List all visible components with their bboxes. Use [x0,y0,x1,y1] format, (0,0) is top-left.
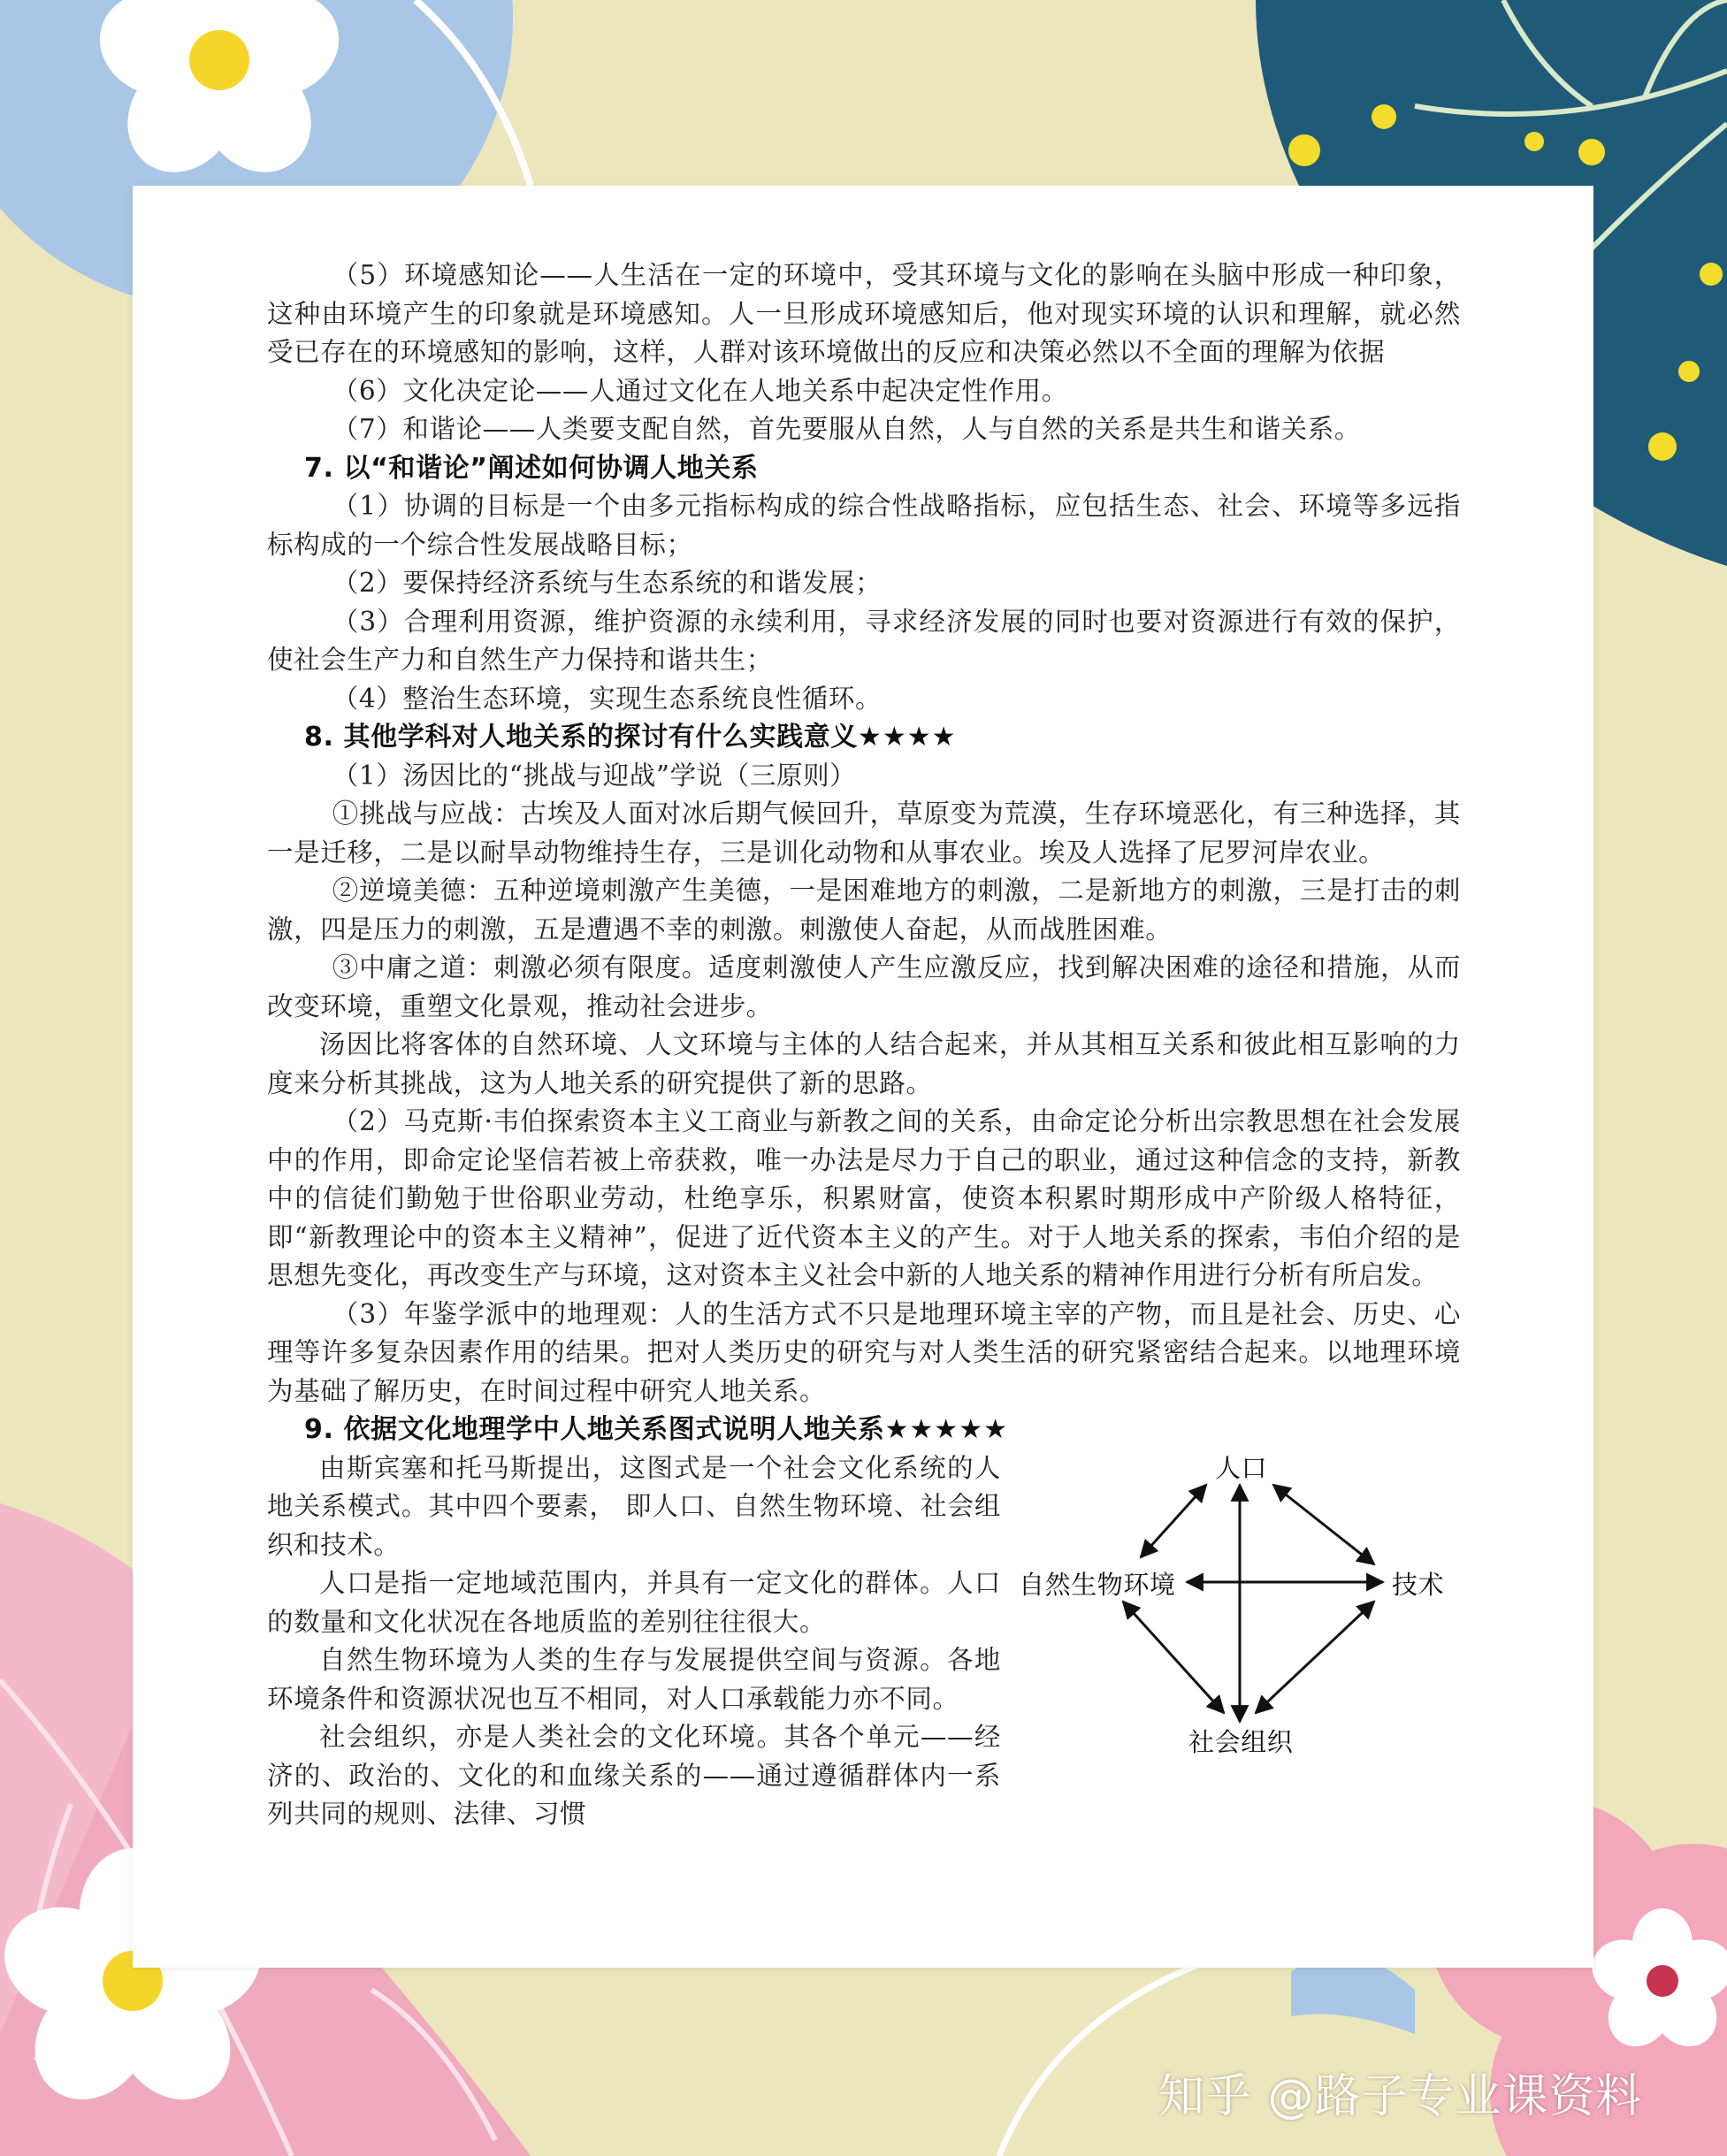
human-land-relationship-diagram [1019,1449,1461,1759]
section9-paragraph-1: 由斯宾塞和托马斯提出，这图式是一个社会文化系统的人地关系模式。其中四个要素， 即人口、自然生物环境、社会组织和技术。 [267,1452,1001,1560]
section8-item-4: ③中庸之道：刺激必须有限度。适度刺激使人产生应激反应，找到解决困难的途径和措施，从而改变环境，重塑文化景观，推动社会进步。 [267,952,1461,1021]
diagram-node-natural-environment: 自然生物环境 [1019,1569,1176,1600]
document-page [133,186,1593,1968]
diagram-node-technology: 技术 [1392,1569,1445,1600]
importance-stars: ★★★★ [857,722,957,753]
importance-stars: ★★★★★ [884,1414,1008,1445]
section9-paragraph-4: 社会组织，亦是人类社会的文化环境。其各个单元——经济的、政治的、文化的和血缘关系的——通过遵循群体内一系列共同的规则、法律、习惯 [267,1722,1001,1829]
document-content [267,256,1461,1834]
arrow-top-right [1273,1485,1374,1564]
section9-paragraph-3: 自然生物环境为人类的生存与发展提供空间与资源。各地环境条件和资源状况也互不相同，对人口承载能力亦不同。 [267,1645,1001,1714]
heading-section-9-text: 9. 依据文化地理学中人地关系图式说明人地关系 [304,1414,885,1445]
arrow-bottom-right [1256,1602,1374,1713]
arrow-top-left [1141,1485,1206,1557]
section7-item-2: （2）要保持经济系统与生态系统的和谐发展； [332,568,883,598]
section7-item-1: （1）协调的目标是一个由多元指标构成的综合性战略指标，应包括生态、社会、环境等多远指标构成的一个综合性发展战略目标； [267,491,1461,560]
heading-section-8 [267,718,1461,757]
heading-section-8-text: 8. 其他学科对人地关系的探讨有什么实践意义 [304,722,858,753]
section7-item-4: （4）整治生态环境，实现生态系统良性循环。 [332,683,883,714]
paragraph-harmony-theory: （7）和谐论——人类要支配自然，首先要服从自然，人与自然的关系是共生和谐关系。 [332,414,1361,444]
section8-item-3: ②逆境美德：五种逆境刺激产生美德，一是困难地方的刺激，二是新地方的刺激，三是打击的刺激，四是压力的刺激，五是遭遇不幸的刺激。刺激使人奋起，从而战胜困难。 [267,875,1461,944]
section8-item-6: （2）马克斯·韦伯探索资本主义工商业与新教之间的关系，由命定论分析出宗教思想在社会发展中的作用，即命定论坚信若被上帝获救，唯一办法是尽力于自己的职业，通过这种信念的支持，新教中的信徒们勤勉于世俗职业劳动，杜绝享乐，积累财富，使资本积累时期形成中产阶级人格特征，即“新教理论中的资本主义精神”，促进了近代资本主义的产生。对于人地关系的探索，韦伯介绍的是思想先变化，再改变生产与环境，这对资本主义社会中新的人地关系的精神作用进行分析有所启发。 [267,1106,1461,1290]
section8-item-5: 汤因比将客体的自然环境、人文环境与主体的人结合起来，并从其相互关系和彼此相互影响的力度来分析其挑战，这为人地关系的研究提供了新的思路。 [267,1029,1461,1098]
section8-item-7: （3）年鉴学派中的地理观：人的生活方式不只是地理环境主宰的产物，而且是社会、历史、心理等许多复杂因素作用的结果。把对人类历史的研究与对人类生活的研究紧密结合起来。以地理环境为基础了解历史，在时间过程中研究人地关系。 [267,1298,1461,1406]
section7-item-3: （3）合理利用资源，维护资源的永续利用，寻求经济发展的同时也要对资源进行有效的保护，使社会生产力和自然生产力保持和谐共生； [267,606,1461,675]
heading-section-7: 7. 以“和谐论”阐述如何协调人地关系 [304,452,759,484]
arrow-bottom-left [1123,1602,1224,1713]
diagram-node-social-organization: 社会组织 [1188,1726,1294,1757]
section9-paragraph-2: 人口是指一定地域范围内，并具有一定文化的群体。人口的数量和文化状况在各地质监的差别往往很大。 [267,1568,1001,1637]
zhihu-watermark: 知乎 @路子专业课资料 [1158,2070,1643,2123]
paragraph-cultural-determinism: （6）文化决定论——人通过文化在人地关系中起决定性作用。 [332,375,1068,406]
heading-section-9 [267,1411,1461,1449]
section8-item-2: ①挑战与应战：古埃及人面对冰后期气候回升，草原变为荒漠，生存环境恶化，有三种选择，其一是迁移，二是以耐旱动物维持生存，三是训化动物和从事农业。埃及人选择了尼罗河岸农业。 [267,799,1461,868]
diagram-node-population: 人口 [1215,1452,1268,1483]
paragraph-environment-perception: （5）环境感知论——人生活在一定的环境中，受其环境与文化的影响在头脑中形成一种印象，这种由环境产生的印象就是环境感知。人一旦形成环境感知后，他对现实环境的认识和理解，就必然受已存在的环境感知的影响，这样，人群对该环境做出的反应和决策必然以不全面的理解为依据 [267,260,1461,367]
section8-item-1: （1）汤因比的“挑战与迎战”学说（三原则） [332,760,857,791]
